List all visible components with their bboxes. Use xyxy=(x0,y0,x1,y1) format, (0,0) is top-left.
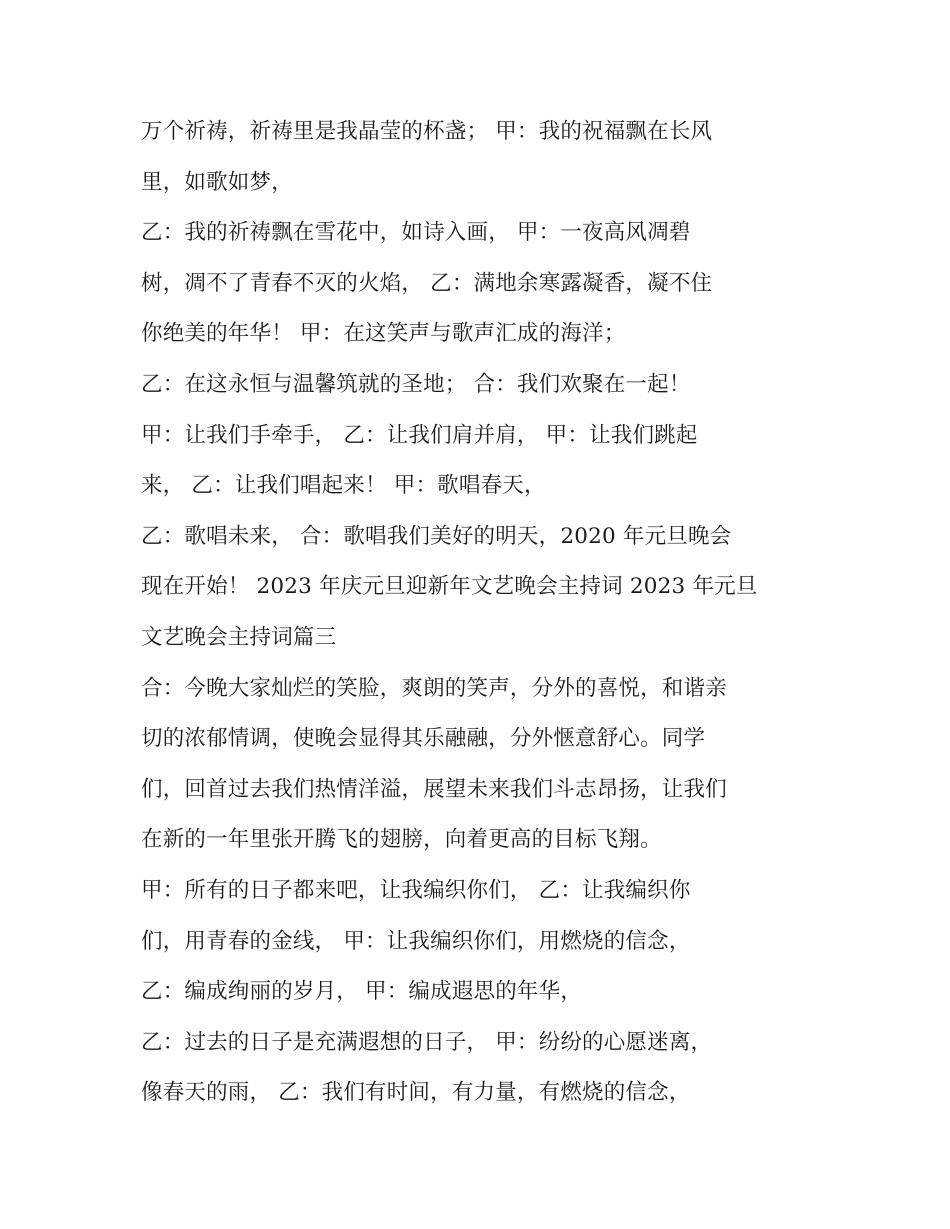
text-line-1: 万个祈祷，祈祷里是我晶莹的杯盏； 甲：我的祝福飘在长风 xyxy=(141,119,713,144)
text-line-11: 文艺晚会主持词篇三 xyxy=(141,624,337,650)
text-line-3: 乙：我的祈祷飘在雪花中，如诗入画， 甲：一夜高风凋碧 xyxy=(141,220,691,246)
text-line-9: 乙：歌唱未来， 合：歌唱我们美好的明天，2020 年元旦晚会 xyxy=(141,523,732,549)
text-line-2: 里，如歌如梦， xyxy=(141,169,293,195)
text-line-7: 甲：让我们手牵手， 乙：让我们肩并肩， 甲：让我们跳起 xyxy=(141,422,698,448)
text-line-14: 们，回首过去我们热情洋溢，展望未来我们斗志昂扬，让我们 xyxy=(141,776,727,802)
text-line-18: 乙：编成绚丽的岁月， 甲：编成遐思的年华， xyxy=(141,979,583,1005)
text-line-5: 你绝美的年华！ 甲：在这笑声与歌声汇成的海洋； xyxy=(141,321,626,347)
body-text xyxy=(141,107,831,1119)
text-line-13: 切的浓郁情调，使晚会显得其乐融融，分外惬意舒心。同学 xyxy=(141,726,706,752)
text-line-6: 乙：在这永恒与温馨筑就的圣地； 合：我们欢聚在一起！ xyxy=(141,371,691,397)
text-line-16: 甲：所有的日子都来吧，让我编织你们， 乙：让我编织你 xyxy=(141,877,691,903)
text-line-4: 树，凋不了青春不灭的火焰， 乙：满地余寒露凝香，凝不住 xyxy=(141,270,713,296)
text-line-17: 们，用青春的金线， 甲：让我编织你们，用燃烧的信念， xyxy=(141,928,691,954)
text-line-10: 现在开始！ 2023 年庆元旦迎新年文艺晚会主持词 2023 年元旦 xyxy=(141,574,758,600)
text-line-20: 像春天的雨， 乙：我们有时间，有力量，有燃烧的信念， xyxy=(141,1080,691,1106)
text-line-15: 在新的一年里张开腾飞的翅膀，向着更高的目标飞翔。 xyxy=(141,827,662,853)
text-line-19: 乙：过去的日子是充满遐想的日子， 甲：纷纷的心愿迷离， xyxy=(141,1029,713,1055)
text-line-12: 合：今晚大家灿烂的笑脸，爽朗的笑声，分外的喜悦，和谐亲 xyxy=(141,675,727,701)
text-line-8: 来， 乙：让我们唱起来！ 甲：歌唱春天， xyxy=(141,473,546,499)
